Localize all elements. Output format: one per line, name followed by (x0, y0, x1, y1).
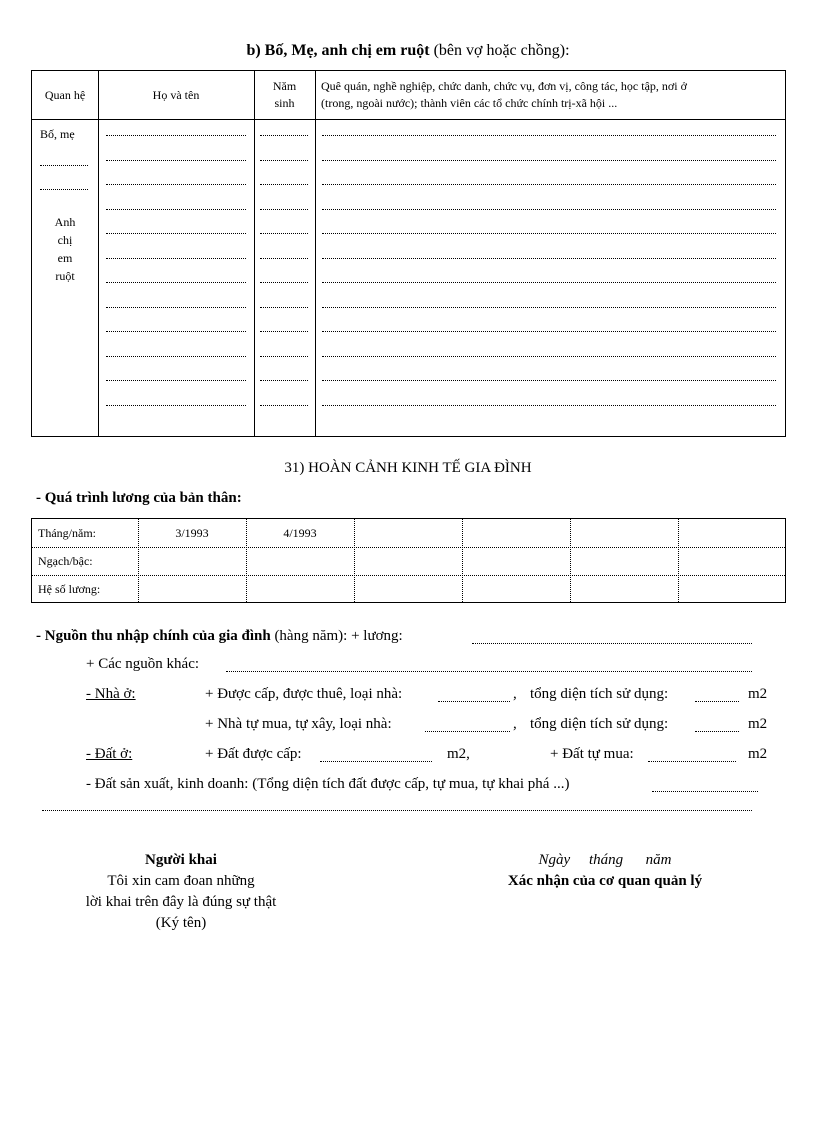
name-entry-line[interactable] (106, 209, 246, 210)
info-entry-line[interactable] (322, 135, 776, 136)
unit-m2: m2 (748, 686, 768, 702)
house-label: - Nhà ở: (86, 686, 136, 702)
birth-year-entry-line[interactable] (260, 331, 308, 332)
header-info: Quê quán, nghề nghiệp, chức danh, chức vụ, đơn vị, công tác, học tập, nơi ở (trong, ngoài nước); thành viên các tổ chức chính trị-xã hội ... (321, 79, 687, 110)
header-birth-year: Năm sinh (272, 79, 297, 110)
family-table (31, 70, 786, 437)
header-name: Họ và tên (152, 88, 200, 102)
land-label: - Đất ở: (86, 746, 133, 762)
house-granted-area-field[interactable] (695, 701, 739, 702)
section-b-title (0, 42, 816, 60)
declarant-title: Người khai (145, 852, 217, 868)
confirmation-block (460, 850, 750, 892)
salary-heading: - Quá trình lương của bản thân: (36, 490, 242, 506)
info-entry-line[interactable] (322, 282, 776, 283)
income-line: - Nguồn thu nhập chính của gia đình (hàng năm): + lương: (36, 628, 403, 644)
birth-year-entry-line[interactable] (260, 233, 308, 234)
section-b-title-rest: (bên vợ hoặc chồng): (433, 42, 570, 59)
row-label-month: Tháng/năm: (38, 526, 96, 540)
birth-year-entry-line[interactable] (260, 356, 308, 357)
relation-siblings: Anh chị em ruột (54, 215, 76, 283)
name-entry-line[interactable] (106, 331, 246, 332)
land-granted-label: + Đất được cấp: (205, 746, 302, 762)
birth-year-entry-line[interactable] (260, 160, 308, 161)
info-entry-line[interactable] (322, 258, 776, 259)
other-sources-label: + Các nguồn khác: (86, 656, 200, 672)
declarant-line-3: (Ký tên) (155, 915, 207, 931)
relation-parents: Bố, mẹ (40, 127, 75, 141)
salary-income-field[interactable] (472, 643, 752, 644)
confirmation-title: Xác nhận của cơ quan quản lý (507, 873, 703, 889)
salary-table (31, 518, 786, 603)
land-bought-field[interactable] (648, 761, 736, 762)
birth-year-entry-line[interactable] (260, 184, 308, 185)
section-b-title-bold: b) Bố, Mẹ, anh chị em ruột (246, 42, 430, 59)
info-entry-line[interactable] (322, 233, 776, 234)
salary-month-cell[interactable]: 4/1993 (283, 526, 317, 540)
production-land-field[interactable] (652, 791, 758, 792)
unit-m2: m2, (447, 746, 470, 762)
name-entry-line[interactable] (106, 184, 246, 185)
name-entry-line[interactable] (106, 160, 246, 161)
info-entry-line[interactable] (322, 331, 776, 332)
birth-year-entry-line[interactable] (260, 380, 308, 381)
info-entry-line[interactable] (322, 209, 776, 210)
house-granted-label: + Được cấp, được thuê, loại nhà: (205, 686, 403, 702)
declarant-line-2: lời khai trên đây là đúng sự thật (85, 894, 277, 910)
name-entry-line[interactable] (106, 380, 246, 381)
row-label-grade: Ngạch/bậc: (38, 554, 93, 568)
birth-year-entry-line[interactable] (260, 405, 308, 406)
confirmation-date: Ngày tháng năm (538, 852, 672, 868)
birth-year-entry-line[interactable] (260, 307, 308, 308)
production-land-label: - Đất sản xuất, kinh doanh: (Tổng diện tích đất được cấp, tự mua, tự khai phá ...) (86, 776, 570, 792)
birth-year-entry-line[interactable] (260, 135, 308, 136)
unit-m2: m2 (748, 746, 768, 762)
info-entry-line[interactable] (322, 184, 776, 185)
salary-month-cell[interactable]: 3/1993 (175, 526, 209, 540)
birth-year-entry-line[interactable] (260, 209, 308, 210)
name-entry-line[interactable] (106, 233, 246, 234)
land-bought-label: + Đất tự mua: (550, 746, 634, 762)
info-entry-line[interactable] (322, 160, 776, 161)
total-area-label: tổng diện tích sử dụng: (530, 716, 669, 732)
relation-dots-2[interactable] (40, 189, 88, 190)
name-entry-line[interactable] (106, 258, 246, 259)
info-entry-line[interactable] (322, 405, 776, 406)
declarant-block (56, 850, 306, 934)
total-area-label: tổng diện tích sử dụng: (530, 686, 669, 702)
other-sources-field[interactable] (226, 671, 752, 672)
birth-year-entry-line[interactable] (260, 258, 308, 259)
name-entry-line[interactable] (106, 135, 246, 136)
house-self-type-field[interactable] (425, 731, 510, 732)
name-entry-line[interactable] (106, 356, 246, 357)
name-entry-line[interactable] (106, 307, 246, 308)
info-entry-line[interactable] (322, 307, 776, 308)
birth-year-entry-line[interactable] (260, 282, 308, 283)
declarant-line-1: Tôi xin cam đoan những (107, 873, 255, 889)
production-land-field-2[interactable] (42, 810, 752, 811)
name-entry-line[interactable] (106, 282, 246, 283)
info-entry-line[interactable] (322, 380, 776, 381)
land-granted-field[interactable] (320, 761, 432, 762)
row-label-coefficient: Hệ số lương: (38, 582, 101, 596)
relation-dots-1[interactable] (40, 165, 88, 166)
header-relation: Quan hệ (44, 88, 86, 102)
house-granted-type-field[interactable] (438, 701, 510, 702)
unit-m2: m2 (748, 716, 768, 732)
section-31-title: 31) HOÀN CẢNH KINH TẾ GIA ĐÌNH (284, 460, 532, 476)
info-entry-line[interactable] (322, 356, 776, 357)
house-self-label: + Nhà tự mua, tự xây, loại nhà: (205, 716, 392, 732)
name-entry-line[interactable] (106, 405, 246, 406)
house-self-area-field[interactable] (695, 731, 739, 732)
